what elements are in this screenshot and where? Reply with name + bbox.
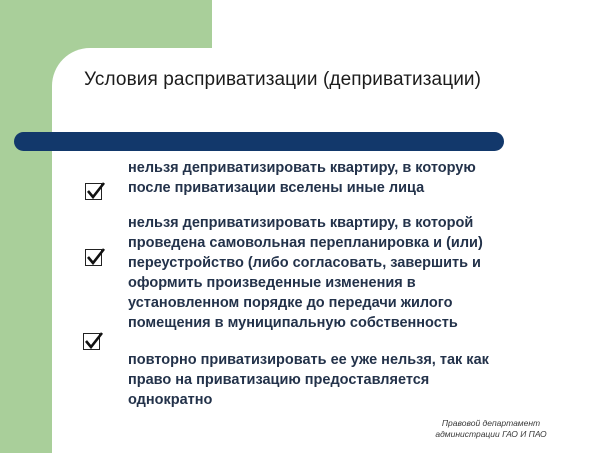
item-line: после приватизации вселены иные лица (128, 180, 425, 196)
title-underline-bar (14, 132, 504, 151)
footer-line: администрации ГАО И ПАО (435, 429, 547, 439)
list-item (128, 213, 483, 333)
item-line: однократно (128, 392, 213, 408)
item-line: нельзя деприватизировать квартиру, в которую (128, 160, 476, 176)
item-line: проведена самовольная перепланировка и (или) (128, 235, 483, 251)
item-line: установленном порядке до передачи жилого (128, 295, 453, 311)
checkbox-icon (83, 333, 100, 350)
footer-line: Правовой департамент (441, 418, 541, 428)
list-item (128, 350, 489, 410)
item-line: повторно приватизировать ее уже нельзя, так как (128, 352, 489, 368)
item-line: нельзя деприватизировать квартиру, в которой (128, 215, 474, 231)
checkbox-icon (85, 183, 102, 200)
item-line: помещения в муниципальную собственность (128, 315, 458, 331)
footer-caption (432, 418, 550, 440)
item-line: право на приватизацию предоставляется (128, 372, 430, 388)
item-line: оформить произведенные изменения в (128, 275, 416, 291)
checkbox-icon (85, 249, 102, 266)
list-item (128, 158, 476, 198)
slide-title: Условия расприватизации (деприватизации) (84, 69, 482, 90)
item-line: переустройство (либо согласовать, завершить и (128, 255, 481, 271)
